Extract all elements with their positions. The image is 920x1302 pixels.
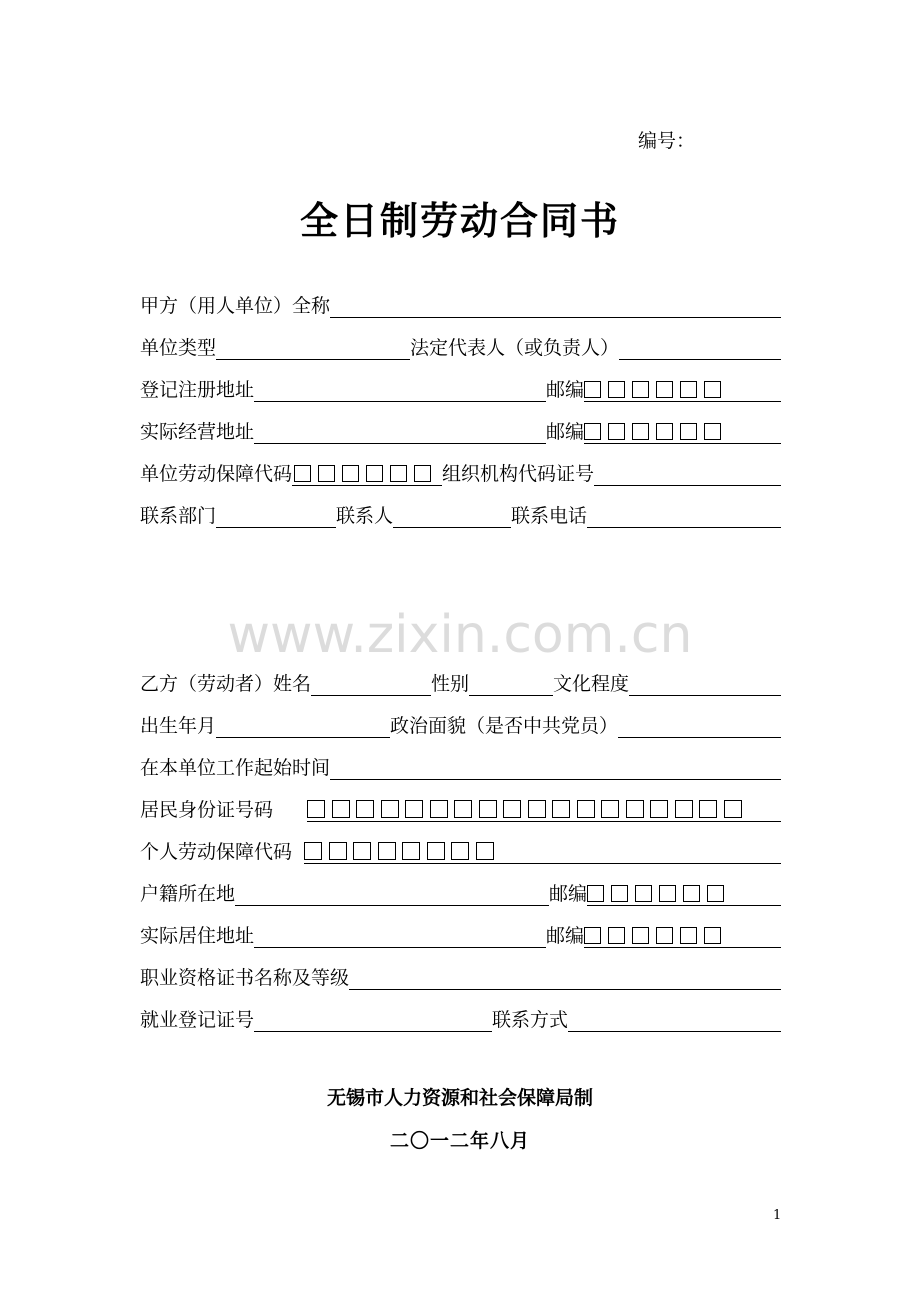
- char-box[interactable]: [724, 800, 742, 818]
- residence-postcode-label: 邮编: [546, 925, 585, 947]
- char-box[interactable]: [414, 465, 431, 482]
- residence-postcode-boxes[interactable]: [584, 923, 781, 948]
- char-box[interactable]: [476, 842, 494, 860]
- char-box[interactable]: [577, 800, 595, 818]
- char-box[interactable]: [451, 842, 469, 860]
- char-box[interactable]: [704, 423, 721, 440]
- char-box[interactable]: [626, 800, 644, 818]
- start-time-label: 在本单位工作起始时间: [140, 757, 331, 779]
- actual-address-label: 实际经营地址: [140, 421, 255, 443]
- education-field[interactable]: [629, 671, 781, 696]
- unit-labor-code-label: 单位劳动保障代码: [140, 463, 293, 485]
- phone-label: 联系电话: [511, 505, 588, 527]
- unit-type-field[interactable]: [216, 335, 410, 360]
- char-box[interactable]: [378, 842, 396, 860]
- issue-date: 二〇一二年八月: [389, 1130, 530, 1152]
- legal-rep-label: 法定代表人（或负责人）: [410, 337, 620, 359]
- residence-label: 实际居住地址: [140, 925, 255, 947]
- id-number-boxes[interactable]: [307, 797, 781, 822]
- gender-field[interactable]: [469, 671, 553, 696]
- char-box[interactable]: [608, 927, 625, 944]
- char-box[interactable]: [329, 842, 347, 860]
- party-b-name-field[interactable]: [311, 671, 431, 696]
- char-box[interactable]: [680, 381, 697, 398]
- party-b-name-label: 乙方（劳动者）姓名: [140, 673, 312, 695]
- char-box[interactable]: [405, 800, 423, 818]
- party-a-name-row: [140, 286, 781, 318]
- char-box[interactable]: [427, 842, 445, 860]
- qualification-row: [140, 958, 781, 990]
- char-box[interactable]: [656, 423, 673, 440]
- char-box[interactable]: [656, 381, 673, 398]
- char-box[interactable]: [430, 800, 448, 818]
- household-postcode-label: 邮编: [549, 883, 588, 905]
- char-box[interactable]: [332, 800, 350, 818]
- unit-type-label: 单位类型: [140, 337, 217, 359]
- char-box[interactable]: [632, 927, 649, 944]
- char-box[interactable]: [479, 800, 497, 818]
- char-box[interactable]: [307, 800, 325, 818]
- contact-method-field[interactable]: [568, 1007, 781, 1032]
- household-field[interactable]: [235, 881, 549, 906]
- char-box[interactable]: [454, 800, 472, 818]
- char-box[interactable]: [675, 800, 693, 818]
- char-box[interactable]: [356, 800, 374, 818]
- char-box[interactable]: [584, 927, 601, 944]
- char-box[interactable]: [402, 842, 420, 860]
- char-box[interactable]: [632, 381, 649, 398]
- personal-code-boxes[interactable]: [304, 839, 781, 864]
- serial-number-label: 编号：: [638, 130, 696, 152]
- reg-postcode-boxes[interactable]: [584, 377, 781, 402]
- char-box[interactable]: [699, 800, 717, 818]
- residence-row: [140, 916, 781, 948]
- labor-code-row: [140, 454, 781, 486]
- contact-method-label: 联系方式: [492, 1009, 569, 1031]
- personal-code-row: [140, 832, 781, 864]
- char-box[interactable]: [632, 423, 649, 440]
- document-title: 全日制劳动合同书: [299, 199, 620, 243]
- char-box[interactable]: [707, 885, 724, 902]
- char-box[interactable]: [601, 800, 619, 818]
- phone-field[interactable]: [587, 503, 781, 528]
- start-time-row: [140, 748, 781, 780]
- watermark: www.zixin.com.cn: [227, 605, 693, 665]
- char-box[interactable]: [680, 927, 697, 944]
- char-box[interactable]: [704, 927, 721, 944]
- char-box[interactable]: [304, 842, 322, 860]
- dept-field[interactable]: [216, 503, 336, 528]
- reg-address-row: [140, 370, 781, 402]
- political-label: 政治面貌（是否中共党员）: [390, 715, 619, 737]
- legal-rep-field[interactable]: [619, 335, 781, 360]
- issuer: 无锡市人力资源和社会保障局制: [326, 1087, 593, 1109]
- char-box[interactable]: [608, 381, 625, 398]
- actual-address-field[interactable]: [254, 419, 546, 444]
- household-postcode-boxes[interactable]: [587, 881, 781, 906]
- char-box[interactable]: [552, 800, 570, 818]
- char-box[interactable]: [659, 885, 676, 902]
- contact-person-label: 联系人: [336, 505, 394, 527]
- start-time-field[interactable]: [330, 755, 781, 780]
- unit-type-row: [140, 328, 781, 360]
- char-box[interactable]: [503, 800, 521, 818]
- char-box[interactable]: [342, 465, 359, 482]
- reg-postcode-label: 邮编: [546, 379, 585, 401]
- qualification-field[interactable]: [349, 965, 781, 990]
- char-box[interactable]: [587, 885, 604, 902]
- household-label: 户籍所在地: [140, 883, 236, 905]
- personal-code-label: 个人劳动保障代码: [140, 841, 293, 863]
- char-box[interactable]: [584, 381, 601, 398]
- page-number: 1: [773, 1208, 782, 1223]
- char-box[interactable]: [680, 423, 697, 440]
- residence-field[interactable]: [254, 923, 546, 948]
- unit-labor-code-boxes[interactable]: [292, 461, 442, 486]
- id-row: [140, 790, 781, 822]
- party-b-name-row: [140, 664, 781, 696]
- dept-label: 联系部门: [140, 505, 217, 527]
- qualification-label: 职业资格证书名称及等级: [140, 967, 350, 989]
- char-box[interactable]: [650, 800, 668, 818]
- org-code-field[interactable]: [594, 461, 781, 486]
- char-box[interactable]: [528, 800, 546, 818]
- reg-address-field[interactable]: [254, 377, 546, 402]
- char-box[interactable]: [608, 423, 625, 440]
- char-box[interactable]: [381, 800, 399, 818]
- char-box[interactable]: [611, 885, 628, 902]
- employment-reg-field[interactable]: [254, 1007, 492, 1032]
- char-box[interactable]: [366, 465, 383, 482]
- party-a-name-label: 甲方（用人单位）全称: [140, 295, 331, 317]
- contact-person-field[interactable]: [393, 503, 511, 528]
- education-label: 文化程度: [553, 673, 630, 695]
- char-box[interactable]: [294, 465, 311, 482]
- org-code-label: 组织机构代码证号: [442, 463, 595, 485]
- char-box[interactable]: [390, 465, 407, 482]
- char-box[interactable]: [656, 927, 673, 944]
- actual-postcode-label: 邮编: [546, 421, 585, 443]
- party-a-name-field[interactable]: [330, 293, 781, 318]
- employment-reg-row: [140, 1000, 781, 1032]
- employment-reg-label: 就业登记证号: [140, 1009, 255, 1031]
- political-field[interactable]: [618, 713, 781, 738]
- char-box[interactable]: [635, 885, 652, 902]
- id-label: 居民身份证号码: [140, 799, 274, 821]
- household-row: [140, 874, 781, 906]
- gender-label: 性别: [431, 673, 470, 695]
- reg-address-label: 登记注册地址: [140, 379, 255, 401]
- birth-row: [140, 706, 781, 738]
- char-box[interactable]: [683, 885, 700, 902]
- char-box[interactable]: [353, 842, 371, 860]
- contact-row: [140, 496, 781, 528]
- char-box[interactable]: [584, 423, 601, 440]
- birth-label: 出生年月: [140, 715, 217, 737]
- actual-address-row: [140, 412, 781, 444]
- char-box[interactable]: [318, 465, 335, 482]
- actual-postcode-boxes[interactable]: [584, 419, 781, 444]
- char-box[interactable]: [704, 381, 721, 398]
- birth-field[interactable]: [216, 713, 390, 738]
